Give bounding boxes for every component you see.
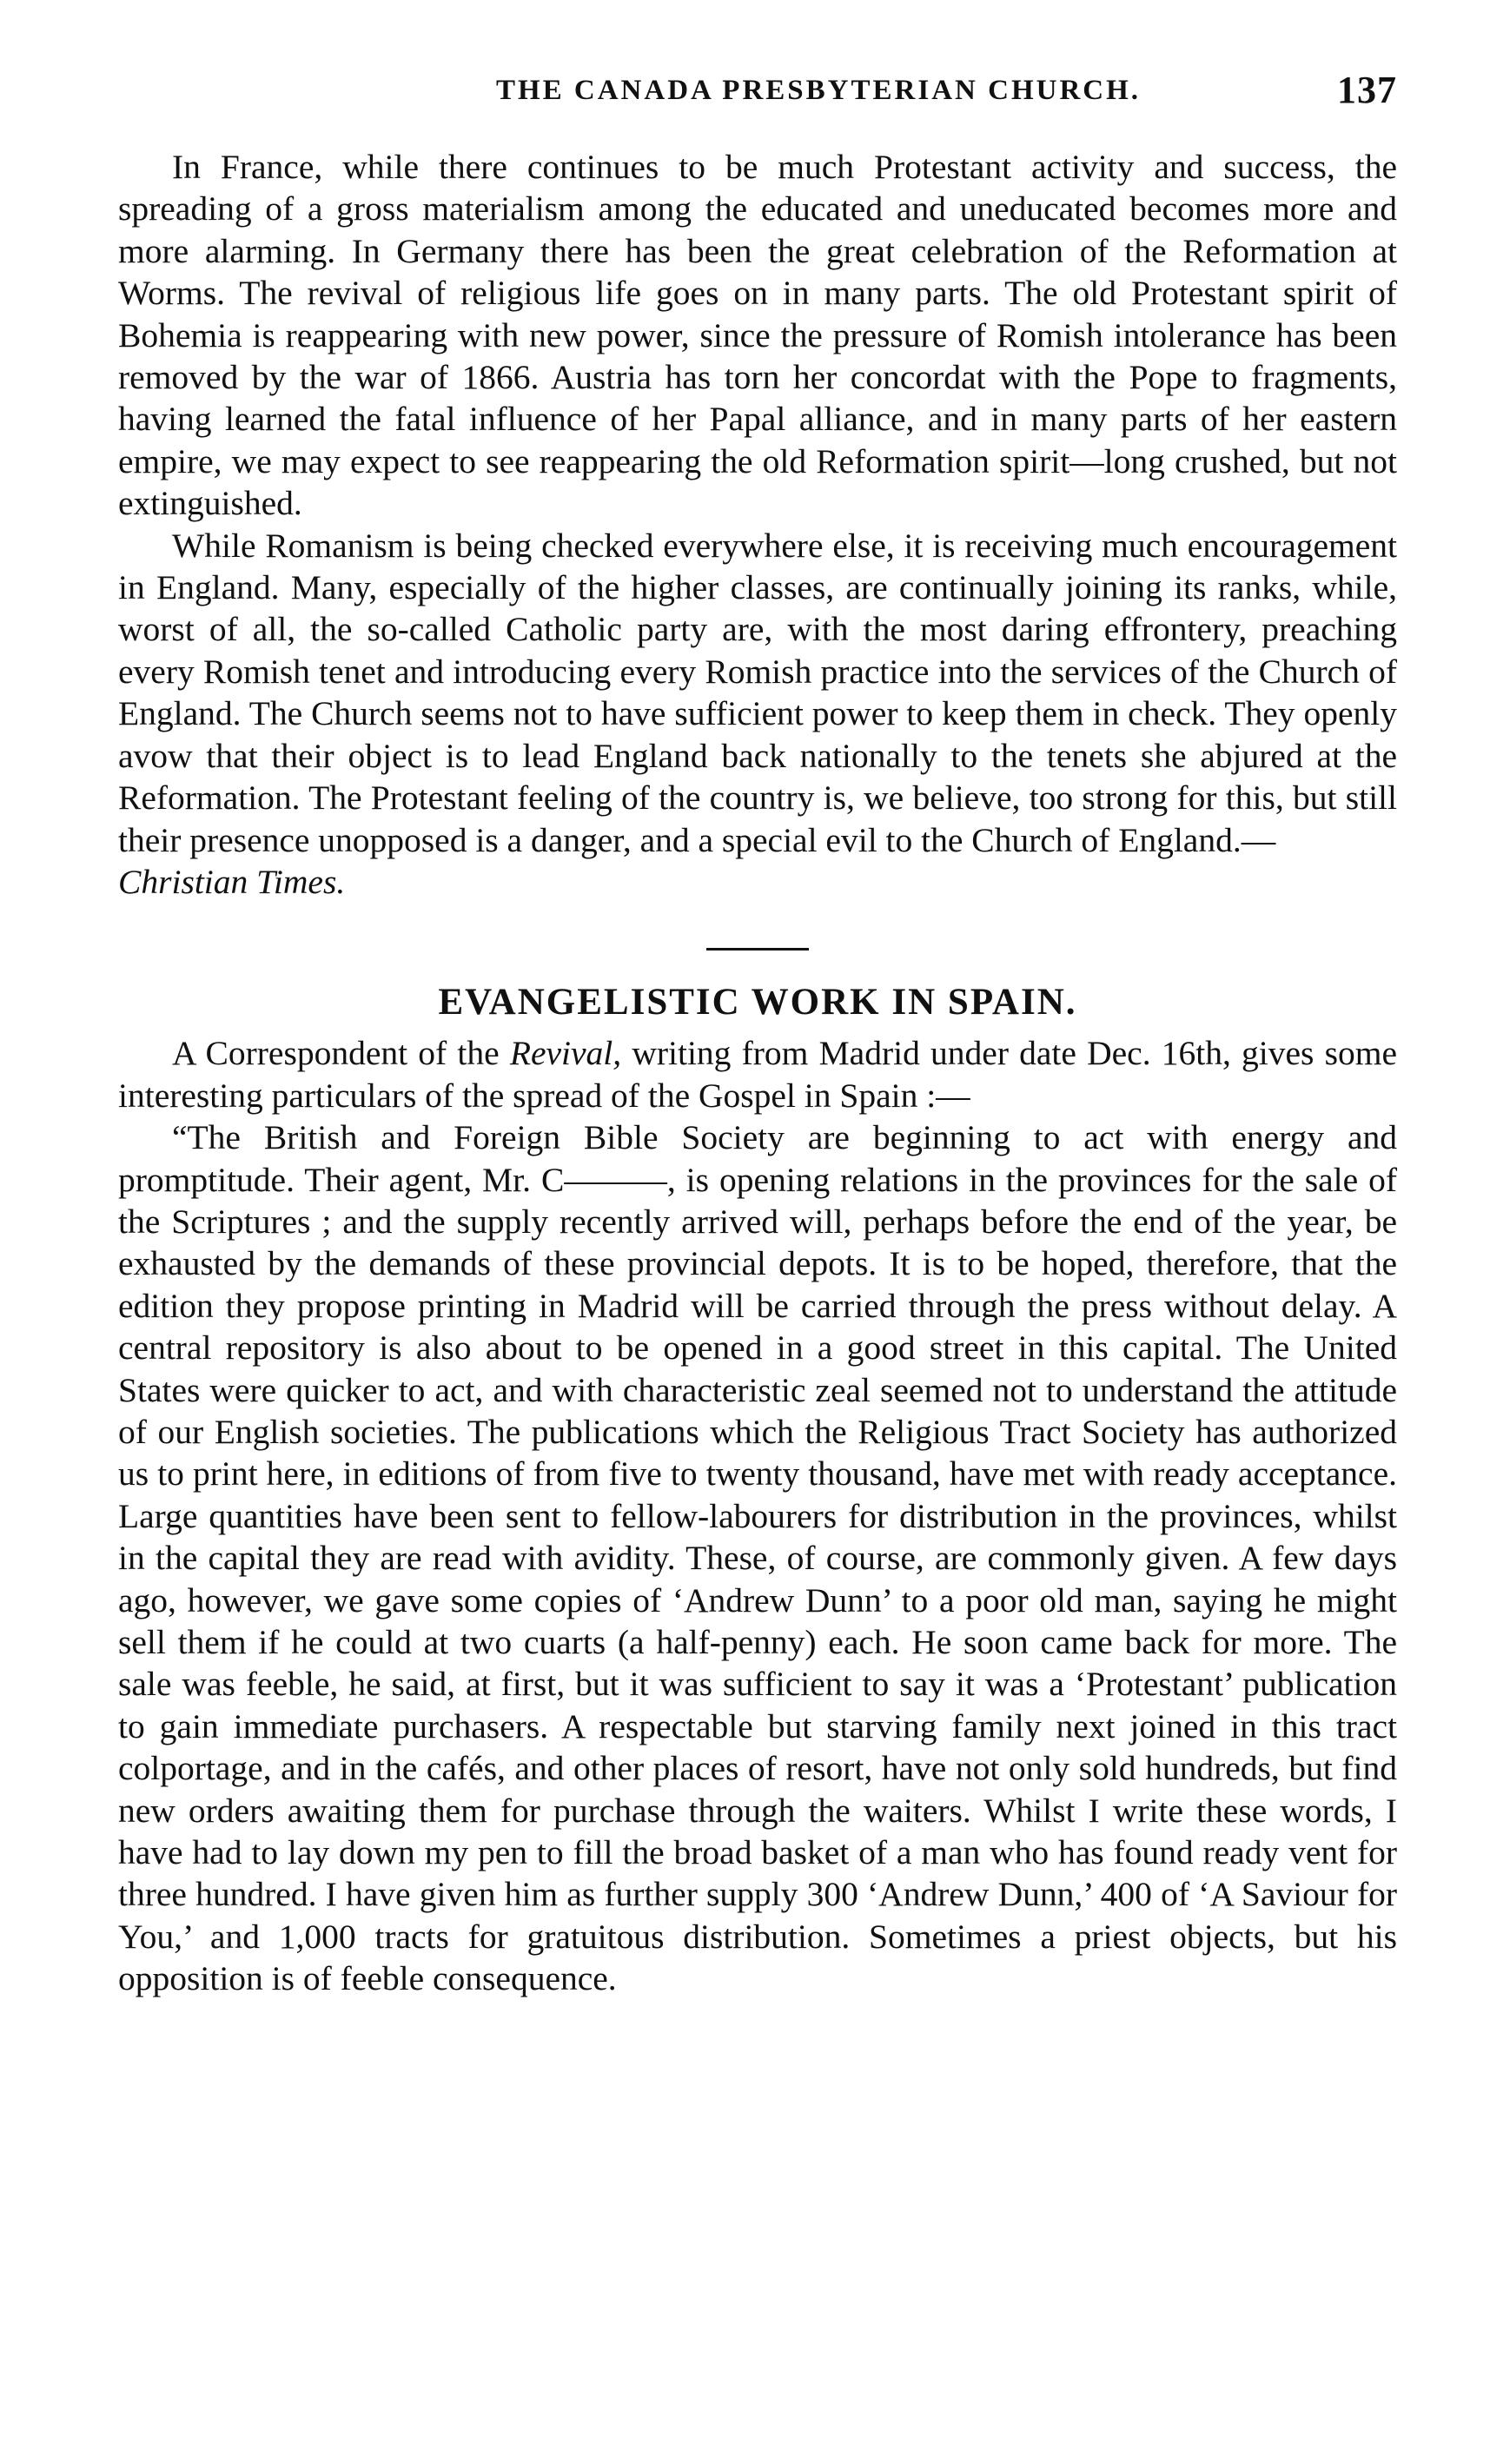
paragraph-england-text: While Romanism is being checked everywhere else, it is receiving much encouragement in England. Many, especially of the higher classes, are continually joining its ranks, while, worst of all, the so-called Catholic party are, with the most daring effrontery, preaching every Romish tenet and introducing every Romish practice into the services of the Church of England. The Church seems not to have sufficient power to keep them in check. They openly avow that their object is to lead England back nationally to the tenets she abjured at the Reformation. The Protestant feeling of the country is, we believe, too strong for this, but still their presence unopposed is a danger, and a special evil to the Church of England.— [118, 526, 1397, 859]
section-heading: EVANGELISTIC WORK IN SPAIN. [438, 982, 1077, 1023]
page-number: 137 [1337, 69, 1397, 111]
paragraph-france-germany: In France, while there continues to be much Protestant activity and success, the spreading of a gross materialism among the educated and uneducated becomes more and more alarming. In Germany there has been the great celebration of the Reformation at Worms. The revival of religious life goes on in many parts. The old Protestant spirit of Bohemia is reappearing with new power, since the pressure of Romish intolerance has been removed by the war of 1866. Austria has torn her concordat with the Pope to fragments, having learned the fatal influence of her Papal alliance, and in many parts of her eastern empire, we may expect to see reappearing the old Reformation spirit—long crushed, but not extinguished. [118, 148, 1397, 523]
book-page [118, 69, 1397, 2000]
paragraph-england-romanism [118, 525, 1397, 904]
paragraph-quote: “The British and Foreign Bible Society are beginning to act with energy and promptitude. Their agent, Mr. C———, is opening relations in the provinces for the sale of the Scriptures ; and the supply recently arrived will, perhaps before the end of the year, be exhausted by the demands of these provincial depots. It is to be hoped, therefore, that the edition they propose printing in Madrid will be carried through the press without delay. A central repository is also about to be opened in a good street in this capital. The United States were quicker to act, and with characteristic zeal seemed not to understand the attitude of our English societies. The publications which the Religious Tract Society has authorized us to print here, in editions of from five to twenty thousand, have met with ready acceptance. Large quantities have been sent to fellow-labourers for distribution in the provinces, whilst in the capital they are read with avidity. These, of course, are commonly given. A few days ago, however, we gave some copies of ‘Andrew Dunn’ to a poor old man, saying he might sell them if he could at two cuarts (a half-penny) each. He soon came back for more. The sale was feeble, he said, at first, but it was sufficient to say it was a ‘Protestant’ publication to gain immediate purchasers. A respectable but starving family next joined in this tract colportage, and in the cafés, and other places of resort, have not only sold hundreds, but find new orders awaiting them for purchase through the waiters. Whilst I write these words, I have had to lay down my pen to fill the broad basket of a man who has found ready vent for three hundred. I have given him as further supply 300 ‘Andrew Dunn,’ 400 of ‘A Saviour for You,’ and 1,000 tracts for gratuitous distribution. Sometimes a priest objects, but his opposition is of feeble consequence. [118, 1118, 1397, 1998]
paragraph-intro [118, 1032, 1397, 1116]
running-title: THE CANADA PRESBYTERIAN CHURCH. [495, 75, 1142, 106]
running-head [118, 69, 1397, 127]
intro-text-after: writing from Madrid under date Dec. 16th, gives some interesting particulars of the spread of the Gospel in Spain :— [118, 1034, 1397, 1115]
intro-text-before: A Correspondent of the [172, 1034, 500, 1073]
source-credit: Christian Times. [118, 862, 346, 901]
section-divider [706, 948, 809, 950]
publication-title: Revival, [509, 1034, 622, 1073]
